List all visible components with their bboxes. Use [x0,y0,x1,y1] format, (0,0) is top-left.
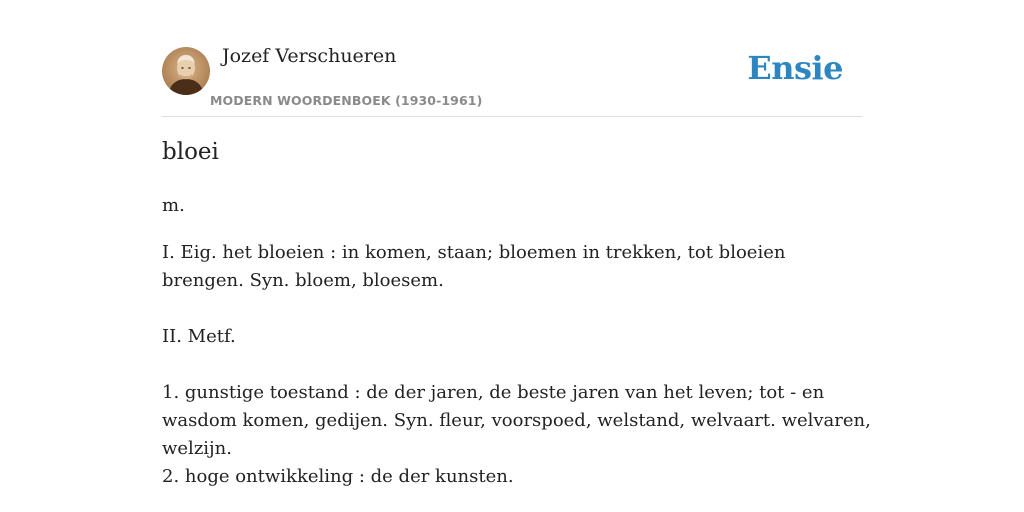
sense-1: I. Eig. het bloeien : in komen, staan; bloemen in trekken, tot bloeien brengen. Syn. bloem, bloesem. [162,242,786,291]
sense-2-2: 2. hoge ontwikkeling : de der kunsten. [162,466,514,487]
author-portrait-icon [162,47,210,95]
sense-2: II. Metf. [162,326,236,347]
definition-body [162,192,872,491]
header [162,0,862,117]
headword: bloei [162,139,219,165]
avatar[interactable] [162,47,210,95]
dictionary-source[interactable]: MODERN WOORDENBOEK (1930-1961) [210,93,483,108]
sense-2-1: 1. gunstige toestand : de der jaren, de beste jaren van het leven; tot - en wasdom komen, gedijen. Syn. fleur, voorspoed, welstand, welvaart. welvaren, welzijn. [162,382,871,459]
author-name[interactable]: Jozef Verschueren [222,45,397,67]
brand-logo[interactable]: Ensie [747,49,843,87]
grammar-label: m. [162,195,185,216]
